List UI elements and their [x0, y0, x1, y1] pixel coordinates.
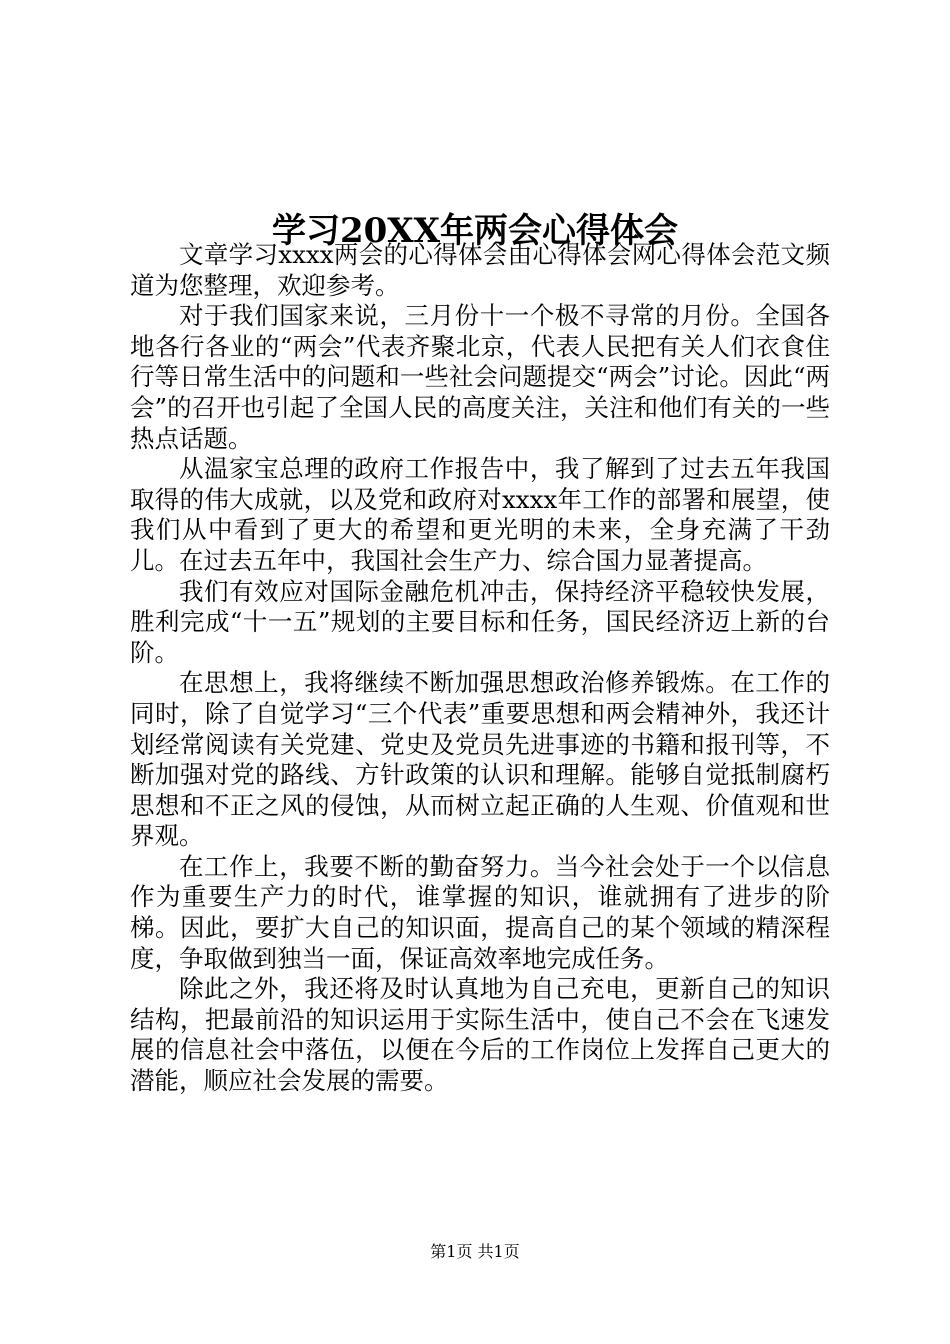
- paragraph-work: 在工作上，我要不断的勤奋努力。当今社会处于一个以信息作为重要生产力的时代，谁掌握的知识，谁就拥有了进步的阶梯。因此，要扩大自己的知识面，提高自己的某个领域的精深程度，争取做到独当一面，保证高效率地完成任务。: [130, 851, 830, 973]
- paragraph-two-sessions: 对于我们国家来说，三月份十一个极不寻常的月份。全国各地各行各业的“两会”代表齐聚北京，代表人民把有关人们衣食住行等日常生活中的问题和一些社会问题提交“两会”讨论。因此“两会”的召开也引起了全国人民的高度关注，关注和他们有关的一些热点话题。: [130, 301, 830, 453]
- paragraph-ideology: 在思想上，我将继续不断加强思想政治修养锻炼。在工作的同时，除了自觉学习“三个代表”重要思想和两会精神外，我还计划经常阅读有关党建、党史及党员先进事迹的书籍和报刊等，不断加强对党的路线、方针政策的认识和理解。能够自觉抵制腐朽思想和不正之风的侵蚀，从而树立起正确的人生观、价值观和世界观。: [130, 668, 830, 851]
- paragraph-work-report: 从温家宝总理的政府工作报告中，我了解到了过去五年我国取得的伟大成就，以及党和政府对xxxx年工作的部署和展望，使我们从中看到了更大的希望和更光明的未来，全身充满了干劲儿。在过去五年中，我国社会生产力、综合国力显著提高。: [130, 454, 830, 575]
- paragraph-intro: 文章学习xxxx两会的心得体会由心得体会网心得体会范文频道为您整理，欢迎参考。: [130, 240, 830, 300]
- document-title: 学习20XX年两会心得体会: [271, 210, 679, 251]
- paragraph-economy: 我们有效应对国际金融危机冲击，保持经济平稳较快发展，胜利完成“十一五”规划的主要目标和任务，国民经济迈上新的台阶。: [130, 576, 830, 667]
- document-body: [130, 240, 830, 1097]
- paragraph-conclusion: 除此之外，我还将及时认真地为自己充电，更新自己的知识结构，把最前沿的知识运用于实际生活中，使自己不会在飞速发展的信息社会中落伍，以便在今后的工作岗位上发挥自己更大的潜能，顺应社会发展的需要。: [130, 974, 830, 1096]
- page-footer: 第1页 共1页: [430, 1242, 520, 1261]
